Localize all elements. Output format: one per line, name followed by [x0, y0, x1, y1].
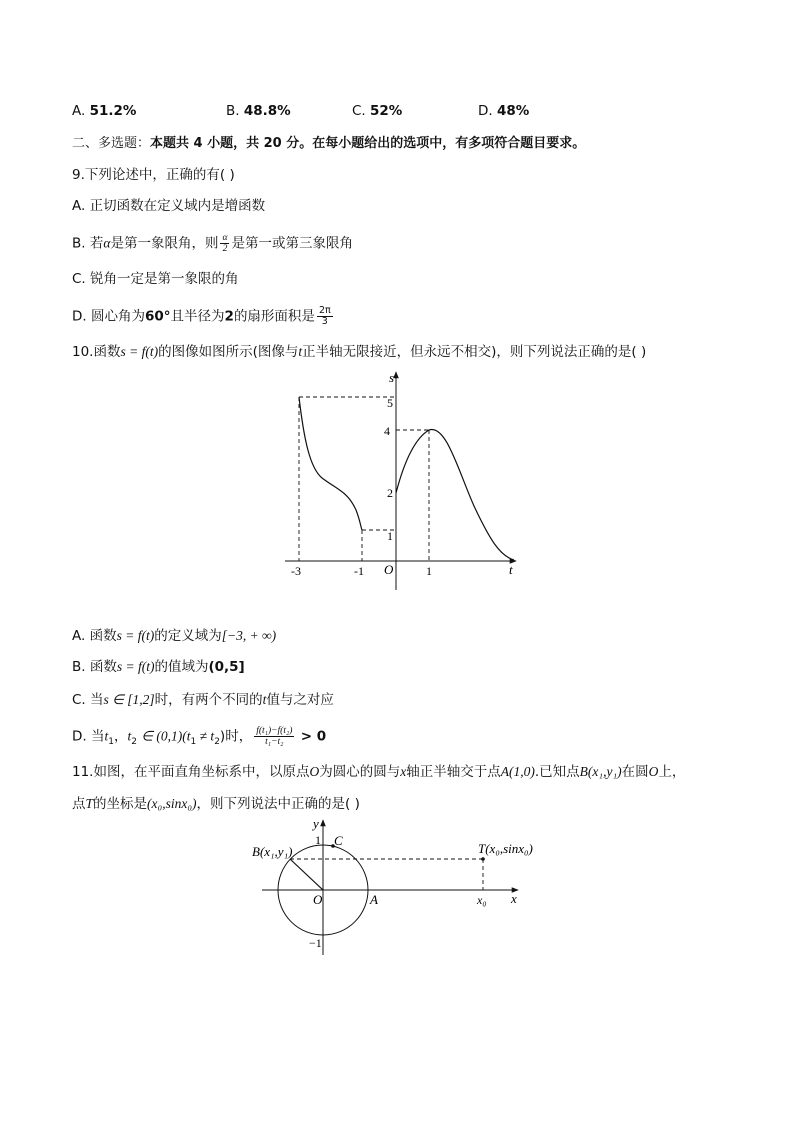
q11-c-label: C: [334, 833, 343, 848]
q10-option-b[interactable]: B. 函数s = f(t)的值域为(0,5]: [72, 659, 245, 675]
q11-radius-ob: [290, 859, 323, 890]
q9-option-d[interactable]: D. 圆心角为60°且半径为2的扇形面积是 $\frac{2\pi}{3}$: [72, 305, 331, 327]
q11-x0-label: x₀: [477, 893, 487, 907]
q11-point-t: [481, 857, 485, 861]
q11-origin-label: O: [313, 892, 323, 907]
q10-option-d[interactable]: D. 当$t_1$，$t_2$ ∈ $(0,1)(t_1 \ne t_2)$时， $\frac{\text{f(t₁)−f(t₂)}}{\text{t₁−t₂}}$ > 0: [72, 726, 327, 748]
q10-t-label: t: [509, 562, 513, 577]
q10-tick-1x: 1: [426, 564, 432, 578]
q9-option-c[interactable]: C. 锐角一定是第一象限的角: [72, 271, 239, 287]
q10-tick-neg3: -3: [291, 564, 301, 578]
q10-tick-2: 2: [387, 486, 393, 500]
q11-stem-line2: 点T的坐标是(x₀,sinx₀)，则下列说法中正确的是( ): [72, 796, 360, 812]
q11-neg-one-label: −1: [309, 936, 322, 950]
q11-stem-line1: 11.如图，在平面直角坐标系中，以原点O为圆心的圆与x轴正半轴交于点A(1,0).已知点B(x₁,y₁)在圆O上，: [72, 764, 686, 780]
q10-tick-5: 5: [387, 396, 393, 410]
q10-stem: 10.函数s = f(t)的图像如图所示(图像与t正半轴无限接近，但永远不相交)，则下列说法正确的是( ): [72, 344, 647, 360]
q8-option-c[interactable]: C. 52%: [352, 103, 403, 119]
q10-option-c[interactable]: C. 当s ∈ [1,2]时，有两个不同的t值与之对应: [72, 692, 334, 708]
q9-option-a[interactable]: A. 正切函数在定义域内是增函数: [72, 198, 266, 214]
q11-x-label: x: [511, 891, 517, 906]
q11-a-label: A: [370, 892, 378, 907]
q10-tick-neg1: -1: [354, 564, 364, 578]
q10-origin-label: O: [384, 562, 394, 577]
q10-s-label: s: [389, 370, 395, 385]
q8-option-b[interactable]: B. 48.8%: [226, 103, 291, 119]
q10-tick-1: 1: [387, 529, 393, 543]
section-header: 二、多选题：本题共 4 小题，共 20 分。在每小题给出的选项中，有多项符合题目要求。: [72, 136, 586, 151]
q11-y-label: y: [313, 816, 319, 831]
q9-option-b[interactable]: B. 若α是第一象限角，则 $\frac{\alpha}{2}$ 是第一或第三象限角: [72, 233, 353, 254]
q11-one-label: 1: [315, 833, 321, 847]
q11-t-label: T(x₀,sinx₀): [478, 841, 533, 856]
q11-b-label: B(x₁,y₁): [252, 844, 293, 859]
q8-option-d[interactable]: D. 48%: [478, 103, 530, 119]
q10-tick-4: 4: [384, 424, 390, 438]
q8-option-a[interactable]: A. 51.2%: [72, 103, 137, 119]
q10-option-a[interactable]: A. 函数s = f(t)的定义域为[−3, + ∞): [72, 628, 277, 644]
q9-stem: 9.下列论述中，正确的有( ): [72, 167, 235, 183]
